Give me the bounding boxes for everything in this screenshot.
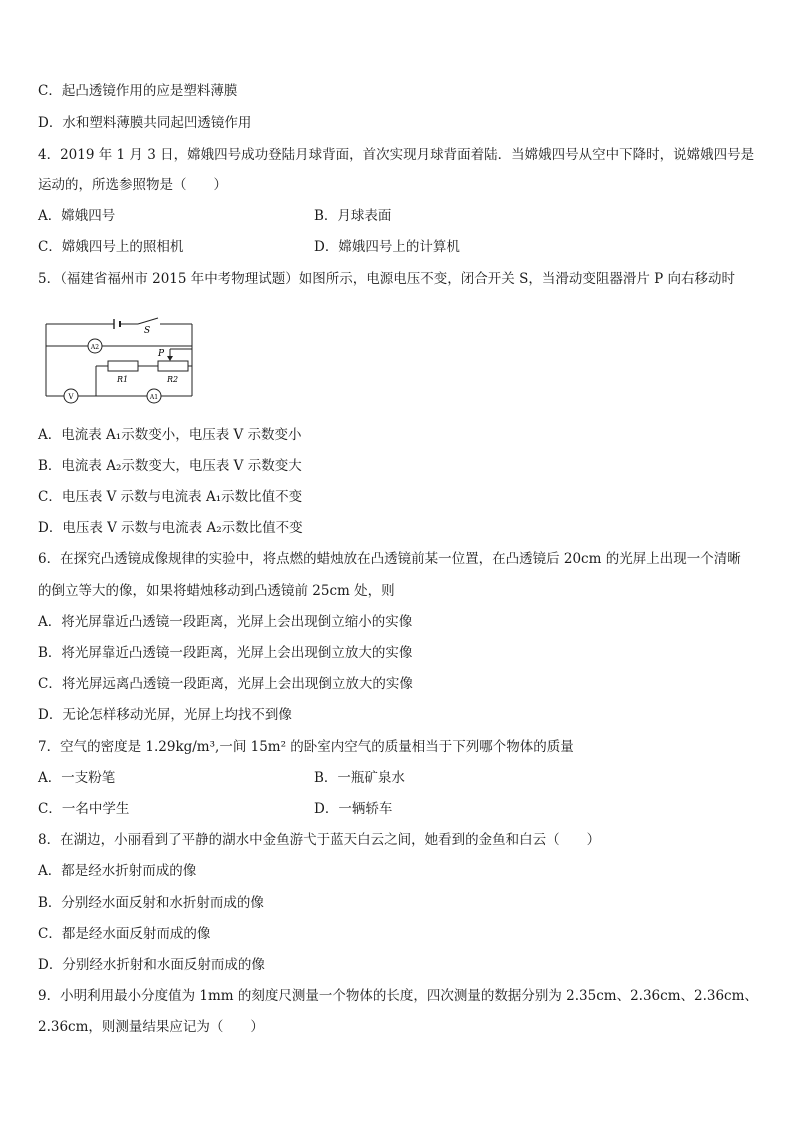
q4-stem-line1: 4．2019 年 1 月 3 日，嫦娥四号成功登陆月球背面，首次实现月球背面着陆．当嫦娥四号从空中下降时，说嫦娥四号是	[38, 147, 755, 163]
q6-option-d: D．无论怎样移动光屏，光屏上均找不到像	[38, 707, 292, 723]
r1-label: R1	[117, 375, 129, 384]
q9-stem-line2: 2.36cm，则测量结果应记为（ ）	[38, 1019, 264, 1035]
q5-option-d: D．电压表 V 示数与电流表 A₂示数比值不变	[38, 520, 303, 536]
circuit-diagram	[40, 316, 200, 408]
q6-option-b: B．将光屏靠近凸透镜一段距离，光屏上会出现倒立放大的实像	[38, 645, 413, 661]
q8-stem: 8．在湖边，小丽看到了平静的湖水中金鱼游弋于蓝天白云之间，她看到的金鱼和白云（ ）	[38, 832, 601, 848]
q3-option-c: C．起凸透镜作用的应是塑料薄膜	[38, 83, 238, 99]
r2-label: R2	[167, 375, 179, 384]
q7-option-d: D．一辆轿车	[314, 801, 393, 817]
q7-option-c: C．一名中学生	[38, 801, 130, 817]
q8-option-c: C．都是经水面反射而成的像	[38, 926, 211, 942]
q5-stem: 5．（福建省福州市 2015 年中考物理试题）如图所示，电源电压不变，闭合开关 S，当滑动变阻器滑片 P 向右移动时	[38, 271, 735, 287]
voltmeter-label: V	[68, 393, 74, 401]
q4-option-a: A．嫦娥四号	[38, 208, 116, 224]
q8-option-d: D．分别经水折射和水面反射而成的像	[38, 957, 265, 973]
q7-stem: 7．空气的密度是 1.29kg/m³,一间 15m² 的卧室内空气的质量相当于下列哪个物体的质量	[38, 739, 574, 755]
q5-option-b: B．电流表 A₂示数变大，电压表 V 示数变大	[38, 458, 302, 474]
q6-stem-line2: 的倒立等大的像，如果将蜡烛移动到凸透镜前 25cm 处，则	[38, 583, 395, 599]
q8-option-b: B．分别经水面反射和水折射而成的像	[38, 895, 264, 911]
q7-option-a: A．一支粉笔	[38, 770, 116, 786]
ammeter1-label: A1	[149, 394, 159, 401]
q3-option-d: D．水和塑料薄膜共同起凹透镜作用	[38, 115, 252, 131]
q6-stem-line1: 6．在探究凸透镜成像规律的实验中，将点燃的蜡烛放在凸透镜前某一位置，在凸透镜后 20cm 的光屏上出现一个清晰	[38, 551, 741, 567]
ammeter2-label: A2	[90, 344, 100, 351]
q4-option-c: C．嫦娥四号上的照相机	[38, 239, 184, 255]
q6-option-a: A．将光屏靠近凸透镜一段距离，光屏上会出现倒立缩小的实像	[38, 614, 413, 630]
q5-option-c: C．电压表 V 示数与电流表 A₁示数比值不变	[38, 489, 303, 505]
q4-option-b: B．月球表面	[314, 208, 392, 224]
q5-option-a: A．电流表 A₁示数变小，电压表 V 示数变小	[38, 427, 302, 443]
q7-option-b: B．一瓶矿泉水	[314, 770, 405, 786]
slider-label: P	[158, 349, 165, 359]
q4-option-d: D．嫦娥四号上的计算机	[314, 239, 460, 255]
switch-label: S	[144, 326, 151, 336]
q8-option-a: A．都是经水折射而成的像	[38, 863, 197, 879]
q6-option-c: C．将光屏远离凸透镜一段距离，光屏上会出现倒立放大的实像	[38, 676, 413, 692]
q9-stem-line1: 9．小明利用最小分度值为 1mm 的刻度尺测量一个物体的长度，四次测量的数据分别为 2.35cm、2.36cm、2.36cm、	[38, 988, 758, 1004]
q4-stem-line2: 运动的，所选参照物是（ ）	[38, 177, 227, 193]
slider-arrow-icon	[167, 356, 173, 361]
